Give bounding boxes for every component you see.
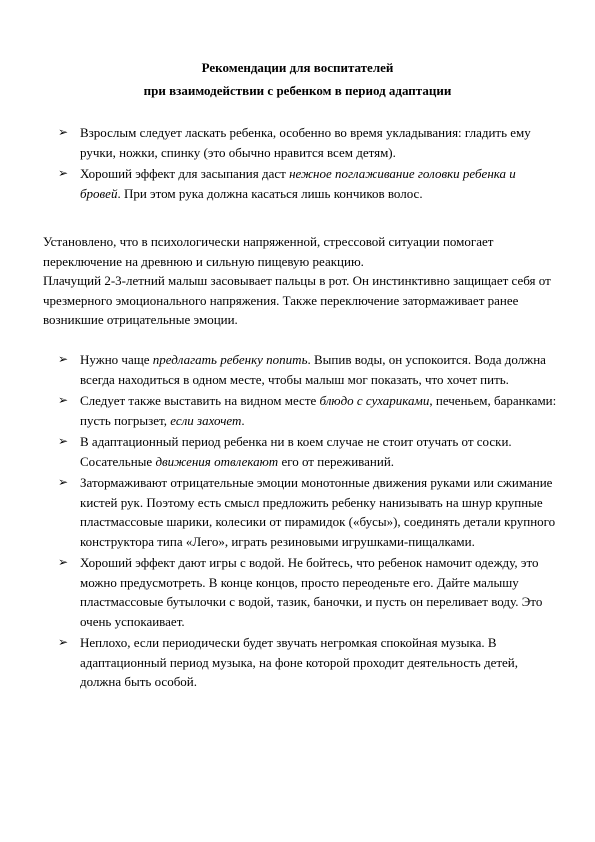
item-text: Хороший эффект для засыпания даст: [80, 166, 290, 181]
arrowhead-bullet-icon: ➢: [58, 125, 69, 139]
arrowhead-bullet-icon: ➢: [58, 555, 69, 569]
arrowhead-bullet-icon: ➢: [58, 635, 69, 649]
item-emphasis: предлагать ребенку попить: [152, 352, 308, 367]
document-subtitle: при взаимодействии с ребенком в период адаптации: [143, 83, 452, 98]
recommendations-list-2: [58, 350, 558, 694]
item-text: В адаптационный период ребенка ни в коем случае не стоит отучать от соски. Сосательные: [80, 434, 512, 469]
document-title: Рекомендации для воспитателей: [201, 60, 394, 75]
paragraph: Плачущий 2-3-летний малыш засовывает пальцы в рот. Он инстинктивно защищает себя от чрезмерного эмоционального напряжения. Также переключение затормаживает ранее возникшие отрицательные эмоции.: [43, 273, 551, 327]
item-text: Взрослым следует ласкать ребенка, особенно во время укладывания: гладить ему ручки, ножки, спинку (это обычно нравится всем детям).: [80, 125, 531, 160]
list-item: [58, 391, 558, 430]
arrowhead-bullet-icon: ➢: [58, 352, 69, 366]
item-emphasis: если захочет: [170, 412, 242, 428]
item-text: Нужно чаще: [80, 352, 153, 367]
list-item: [58, 123, 558, 162]
recommendations-list-1: [58, 123, 558, 205]
list-item: [58, 432, 558, 471]
list-item: [58, 350, 558, 389]
item-emphasis: блюдо с сухариками: [319, 393, 430, 408]
item-text: . Выпив воды, он успокоится. Вода должна всегда находиться в одном месте, чтобы малыш мог показать, что хочет пить.: [80, 352, 546, 387]
arrowhead-bullet-icon: ➢: [58, 475, 69, 489]
item-text: Хороший эффект дают игры с водой. Не бойтесь, что ребенок намочит одежду, это можно предусмотреть. В конце концов, просто переоденьте его. Дайте малышу пластмассовые бутылочки с водой, тазик, баночки, и пусть он переливает воду. Это очень успокаивает.: [80, 555, 543, 629]
item-emphasis: нежное поглаживание головки ребенка и бровей: [80, 166, 516, 201]
item-emphasis: движения отвлекают: [155, 453, 279, 469]
item-text: Следует также выставить на видном месте: [80, 393, 320, 408]
item-text: его от переживаний.: [278, 453, 395, 469]
item-text: , печеньем, баранками: пусть погрызет,: [80, 393, 557, 428]
arrowhead-bullet-icon: ➢: [58, 393, 69, 407]
list-item: [58, 633, 558, 692]
item-text: Затормаживают отрицательные эмоции монотонные движения руками или сжимание кистей рук. Поэтому есть смысл предложить ребенку нанизывать на шнур крупные пластмассовые шарики, колесики от пирамидок («бусы»), соединять детали крупного конструктора типа «Лего», играть резиновыми игрушками-пищалками.: [80, 475, 556, 549]
item-text: . При этом рука должна касаться лишь кончиков волос.: [117, 185, 423, 201]
list-item: [58, 473, 558, 551]
item-text: .: [241, 412, 245, 428]
item-text: Неплохо, если периодически будет звучать негромкая спокойная музыка. В адаптационный период музыка, на фоне которой проходит деятельность детей, должна быть особой.: [80, 635, 519, 689]
arrowhead-bullet-icon: ➢: [58, 434, 69, 448]
list-item: [58, 164, 558, 203]
list-item: [58, 553, 558, 631]
arrowhead-bullet-icon: ➢: [58, 166, 69, 180]
paragraph: Установлено, что в психологически напряженной, стрессовой ситуации помогает переключение на древнюю и сильную пищевую реакцию.: [43, 234, 494, 269]
